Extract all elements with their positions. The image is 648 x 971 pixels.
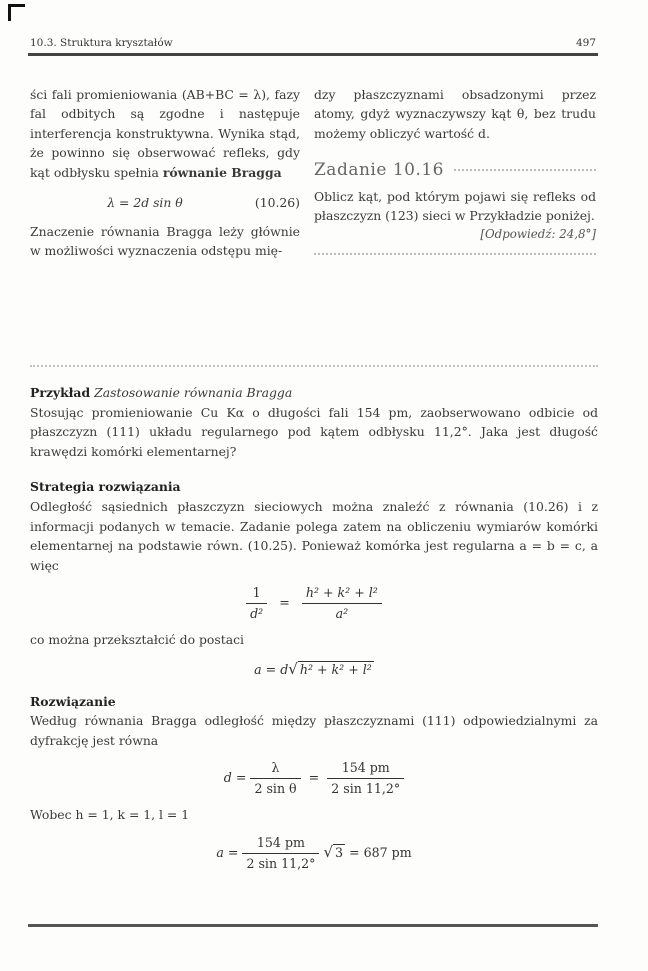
answer-label: Odpowiedź: — [484, 227, 556, 242]
fraction-rhs — [302, 583, 382, 624]
left-paragraph-1 — [30, 85, 300, 182]
eq3-f2-den: 2 sin 11,2° — [331, 781, 401, 797]
eq3-fraction-1 — [250, 758, 300, 799]
page-number: 497 — [575, 37, 596, 49]
task-bottom-dots — [314, 253, 596, 257]
given-indices: Wobec h = 1, k = 1, l = 1 — [30, 807, 190, 823]
eq4-fraction — [242, 833, 319, 874]
example-label: Przykład — [30, 385, 91, 400]
task-header — [314, 161, 596, 180]
equation-reciprocal: $\frac{1}{\text{d²}}$ = $\frac{\text{h² + k² + l²}}{\text{a²}}$ — [30, 583, 598, 624]
running-header-section: 10.3. Struktura kryształów — [30, 37, 173, 49]
right-paragraph-1: dzy płaszczyznami obsadzonymi przez atomy, gdyż wyznaczywszy kąt θ, bez trudu możemy obliczyć wartość d. — [314, 87, 596, 141]
task-dots — [454, 169, 596, 173]
left-column — [30, 85, 300, 261]
solution-heading: Rozwiązanie — [30, 693, 116, 709]
strategy-text: Odległość sąsiednich płaszczyzn sieciowych można znaleźć z równania (10.26) i z informacji podanych w temacie. Zadanie polega zatem na obliczeniu wymiarów komórki elementarnej na podstawie równ. (10.25). Ponieważ komórka jest regularna a = b = c, a więc — [30, 498, 598, 573]
task-text: Oblicz kąt, pod którym pojawi się refleks od płaszczyzn (123) sieci w Przykładzie poniżej. — [314, 188, 596, 224]
eq4-sqrt: 3 — [335, 844, 344, 860]
bragg-equation: λ = 2d sin θ — [107, 195, 183, 211]
eq3-f2-num: 154 pm — [327, 758, 404, 779]
left-paragraph-1-text: ści fali promieniowania (AB+BC = λ), fazy fal odbitych są zgodne i następuje interferencja konstruktywna. Wynika stąd, że powinno się obserwować refleks, gdy kąt odbłysku spełnia — [30, 87, 300, 180]
fraction-lhs-den: d² — [250, 606, 264, 622]
task-answer: [Odpowiedź: 24,8°] — [480, 227, 596, 242]
left-paragraph-2: Znaczenie równania Bragga leży głównie w możliwości wyznaczenia odstępu mię- — [30, 224, 300, 259]
task-title: Zadanie 10.16 — [314, 160, 444, 181]
eq2-radicand: h² + k² + l² — [299, 661, 372, 677]
crop-mark — [8, 4, 25, 21]
fraction-rhs-num: h² + k² + l² — [302, 583, 382, 604]
equation-spacing — [30, 758, 598, 799]
header-rule — [28, 53, 598, 56]
example-text: Stosując promieniowanie Cu Kα o długości fali 154 pm, zaobserwowano odbicie od płaszczyzn (111) układu regularnego pod kątem odbłysku 11,2°. Jaka jest długość krawędzi komórki elementarnej? — [30, 404, 598, 459]
equation-number: (10.26) — [254, 195, 300, 211]
eq3-f1-num: λ — [250, 758, 300, 779]
solution-text: Według równania Bragga odległość między płaszczyznami (111) odpowiedzialnymi za dyfrakcję jest równa — [30, 713, 598, 748]
eq4-lhs: a = — [216, 844, 239, 860]
example-title: Zastosowanie równania Bragga — [94, 385, 293, 400]
equation-10-26 — [30, 190, 300, 216]
eq4-result: = 687 pm — [349, 844, 412, 860]
eq3-f1-den: 2 sin θ — [254, 781, 297, 797]
equation-result: a = $\frac{154 pm}{2 \sin 11,2^\circ}$ √ 3 = 687 pm — [30, 833, 598, 874]
answer-value: 24,8° — [559, 227, 592, 242]
equation-edge-length: a = d√ h² + k² + l² — [254, 659, 372, 678]
eq4-den: 2 sin 11,2° — [246, 855, 316, 871]
fraction-lhs — [246, 583, 267, 624]
example-heading — [30, 383, 598, 403]
strategy-heading: Strategia rozwiązania — [30, 479, 181, 495]
example-block — [30, 383, 598, 874]
eq2-lhs: a = d — [254, 661, 289, 677]
eq4-num: 154 pm — [242, 833, 319, 854]
eq3-lhs: d = — [223, 770, 247, 786]
eq3-fraction-2 — [327, 758, 404, 799]
strategy-transition: co można przekształcić do postaci — [30, 632, 245, 648]
fraction-lhs-num: 1 — [246, 583, 267, 604]
eq3-equals: = — [308, 770, 320, 786]
fraction-rhs-den: a² — [335, 606, 349, 622]
section-separator — [30, 365, 598, 367]
footer-rule — [28, 924, 598, 927]
right-column — [314, 85, 596, 257]
term-bragga: równanie Bragga — [162, 164, 282, 180]
